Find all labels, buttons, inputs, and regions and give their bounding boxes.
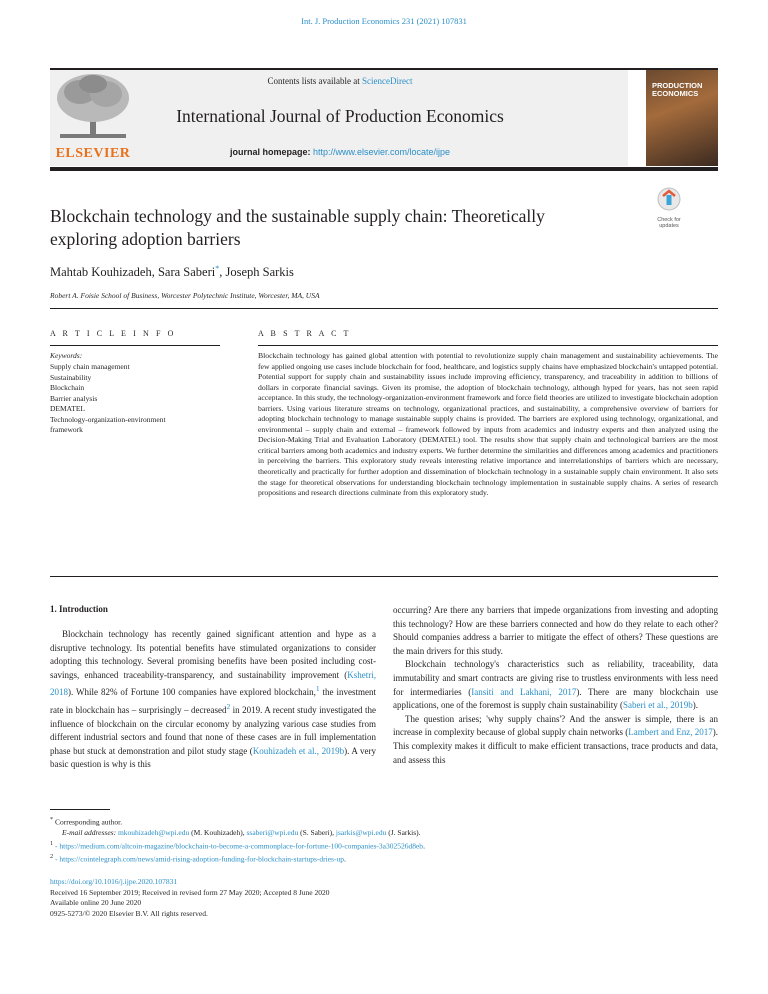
text-run: Corresponding author.: [55, 817, 123, 827]
header-bottom-rule: [50, 167, 718, 171]
text-run: ). While 82% of Fortune 100 companies have explored blockchain,: [68, 687, 316, 698]
corresponding-author-mark[interactable]: *: [215, 264, 220, 273]
journal-homepage-line: [170, 147, 510, 157]
text-run: ). There are many blockchain use applications, one of the foremost is supply chain sustainability (: [393, 686, 718, 711]
article-info-rule: [50, 345, 220, 346]
footnote-url-link[interactable]: - https://cointelegraph.com/news/amid-rising-adoption-funding-for-blockchain-startups-dries-up: [53, 854, 344, 864]
keyword-item: Sustainability: [50, 372, 92, 382]
article-title: Blockchain technology and the sustainable supply chain: Theoretically exploring adoption barriers: [50, 206, 545, 249]
affiliation-rule: [50, 308, 718, 309]
keyword-item: Blockchain: [50, 383, 85, 392]
email-label: E-mail addresses:: [62, 828, 118, 838]
footnote-mark: 1: [50, 839, 54, 847]
abstract-bottom-rule: [50, 576, 718, 577]
keyword-item: Technology-organization-environment: [50, 414, 166, 424]
journal-cover-image[interactable]: [646, 70, 718, 166]
text-run: The question arises; 'why supply chains'? And the answer is simple, there is an increase in complexity because of global supply chain networks (: [393, 713, 718, 738]
footnote-ref-1[interactable]: 1: [315, 684, 320, 694]
citation-link[interactable]: Iansiti and Lakhani, 2017: [471, 686, 577, 697]
keywords-list: [50, 362, 220, 436]
publication-info: [50, 877, 718, 919]
citation-link[interactable]: Lambert and Enz, 2017: [628, 727, 713, 738]
text-run: Blockchain technology's characteristics such as reliability, traceability, data immutability and smart contracts are giving rise to trustless environments with less need for intermediaries (: [393, 659, 718, 697]
email-link[interactable]: ssaberi@wpi.edu: [246, 828, 299, 838]
intro-paragraph-continued: occurring? Are there any barriers that impede organizations from investing and adopting this technology? How are these barriers connected and how do they relate to each other? Should companies address a barrier to mitigate the effect of others? These questions are the main drivers for this study.: [393, 605, 718, 656]
keyword-item: Barrier analysis: [50, 393, 98, 403]
keywords-label: Keywords:: [50, 351, 83, 360]
text-run: the investment rate in blockchain has – surprisingly – decreased: [50, 687, 376, 715]
text-run: (M. Kouhizadeh),: [189, 828, 247, 838]
citation-link[interactable]: Kouhizadeh et al., 2019b: [252, 745, 345, 756]
section-heading-introduction: 1. Introduction: [50, 604, 108, 614]
corresponding-author-note: [50, 815, 718, 828]
contents-line: [170, 76, 510, 86]
cover-title: PRODUCTION ECONOMICS: [652, 81, 703, 98]
text-run: (J. Sarkis).: [386, 828, 421, 838]
text-run: .: [343, 854, 346, 864]
citation-link[interactable]: Kshetri, 2018: [50, 669, 376, 698]
keyword-item: DEMATEL: [50, 404, 85, 413]
journal-title: International Journal of Production Economics: [176, 106, 504, 126]
keyword-item: framework: [50, 425, 83, 434]
footnote-mark: 2: [50, 852, 54, 860]
crossmark-icon: [652, 186, 686, 212]
email-link[interactable]: mkouhizadeh@wpi.edu: [117, 828, 190, 838]
text-run: ).: [692, 700, 698, 711]
authors-part-1: Mahtab Kouhizadeh, Sara Saberi: [50, 265, 216, 280]
abstract-heading: A B S T R A C T: [258, 329, 352, 338]
tree-icon: [50, 70, 136, 142]
text-run: Blockchain technology has recently gained significant attention and hype as a disruptive technology. Its potential benefits have stimulated organizations to consider adopting this technology. Several promising benefits have been posited including cost-savings, enhanced traceability-transparency, and sustainability improvement (: [50, 629, 376, 680]
keyword-item: Supply chain management: [50, 362, 130, 371]
received-dates: Received 16 September 2019; Received in revised form 27 May 2020; Accepted 8 June 2020: [50, 887, 330, 897]
email-note: [50, 828, 718, 839]
affiliation: Robert A. Foisie School of Business, Worcester Polytechnic Institute, Worcester, MA, USA: [50, 291, 320, 300]
author-list: [50, 264, 294, 280]
article-info-heading: A R T I C L E I N F O: [50, 329, 177, 338]
crossmark-label: Check for updates: [657, 217, 681, 229]
doi-link[interactable]: https://doi.org/10.1016/j.ijpe.2020.107831: [50, 877, 178, 886]
homepage-label: journal homepage:: [229, 147, 313, 157]
contents-prefix: Contents lists available at: [267, 76, 362, 86]
copyright: 0925-5273/© 2020 Elsevier B.V. All rights reserved.: [50, 908, 208, 918]
abstract-text: Blockchain technology has gained global attention with potential to revolutionize supply chain management and sustainability achievements. The few applied ongoing use cases include blockchain for food, healthcare, and logistics supply chains have emphasized blockchain's untapped potential. Potential support for supply chain and sustainability issues include improving efficiency, transparency, and traceability in addition to billions of dollars in corporate financial savings. Given its promise, the adoption of blockchain technology, although hyped for years, has not seen rapid acceptance. In this study, the technology-organization-environment framework and force field theories are utilized to investigate blockchain adoption barriers. Using various literature streams on technology, organizational practices, and sustainability, a comprehensive overview of barriers for adopting blockchain technology to manage sustainable supply chains is provided. The barriers are explored using technology, organizational, and environmental – supply chain and external – framework followed by inputs from academics and industry experts and then analyzed using the Decision-Making Trial and Evaluation Laboratory (DEMATEL) tool. The results show that supply chain and technological barriers are the most critical barriers among both academics and industry experts. We further determine the similarities and differences among academics and practitioners in perceiving the barriers. This exploratory study reveals interesting relative importance and interrelationships of barriers which are necessary, theoretically and practically for further adoption and dissemination of blockchain technology in a sustainable supply chain environment. It also sets the stage for theoretical observations for understanding blockchain technology implementation in sustainable supply chains. A series of research propositions and research directions culminate from this exploratory study.: [258, 351, 718, 498]
footnote-rule: [50, 809, 110, 810]
intro-paragraph-3: [393, 713, 718, 767]
intro-paragraph-2: [393, 658, 718, 712]
email-link[interactable]: jsarkis@wpi.edu: [335, 828, 387, 838]
footnote-1: [50, 839, 718, 852]
available-online: Available online 20 June 2020: [50, 898, 142, 908]
text-run: .: [423, 841, 425, 851]
footnote-ref-2[interactable]: 2: [226, 701, 231, 711]
citation-link[interactable]: Saberi et al., 2019b: [622, 700, 693, 711]
elsevier-logo: [50, 70, 140, 166]
homepage-link[interactable]: http://www.elsevier.com/locate/ijpe: [312, 147, 451, 157]
footnote-2: [50, 852, 718, 865]
intro-paragraph-1: [50, 628, 376, 772]
authors-part-2: , Joseph Sarkis: [219, 265, 294, 280]
text-run: ). A very basic question is why is this: [50, 745, 377, 770]
text-run: in 2019. A recent study investigated the influence of blockchain on the circular economy by analyzing various case studies from different industrial sectors and found that none of these cases are in full implementation phase but stuck at demonstration and pilot study stage (: [50, 704, 376, 756]
journal-reference[interactable]: Int. J. Production Economics 231 (2021) 107831: [301, 16, 467, 26]
footnote-mark: *: [50, 816, 54, 823]
footnote-url-link[interactable]: - https://medium.com/altcoin-magazine/blockchain-to-become-a-commonplace-for-fortune-100-companies-3a302526d8eb: [53, 841, 424, 851]
right-column: [393, 604, 718, 767]
text-run: (S. Saberi),: [298, 828, 336, 838]
abstract-rule: [258, 345, 718, 346]
sciencedirect-link[interactable]: ScienceDirect: [362, 76, 413, 86]
publisher-wordmark: ELSEVIER: [55, 146, 131, 161]
footnotes: [50, 815, 718, 865]
text-run: ). This complexity makes it difficult to make efficient transactions, trace products and data, and assess this: [393, 727, 718, 765]
crossmark-badge[interactable]: [652, 186, 686, 229]
